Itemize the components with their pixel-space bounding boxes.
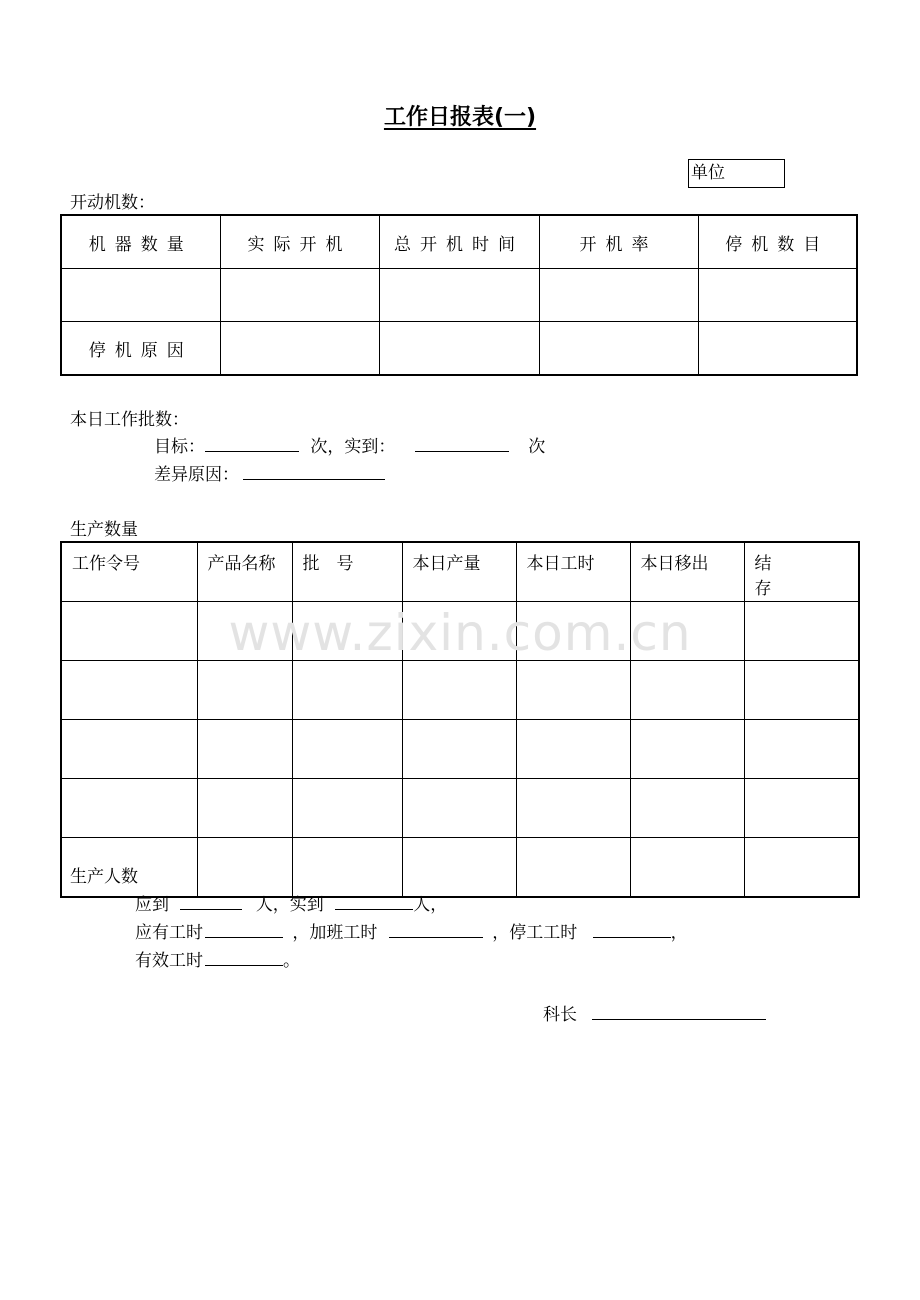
should-hours-label: 应有工时 bbox=[135, 923, 203, 943]
effective-hours-blank[interactable] bbox=[205, 951, 283, 966]
effective-hours-label: 有效工时 bbox=[135, 951, 203, 971]
table-cell[interactable] bbox=[61, 779, 197, 838]
header-stopped-count: 停机数目 bbox=[698, 215, 857, 269]
chief-signature-blank[interactable] bbox=[592, 1005, 766, 1020]
chief-label: 科长 bbox=[543, 1005, 577, 1025]
table-cell[interactable] bbox=[744, 661, 859, 720]
unit-field[interactable]: 单位 bbox=[688, 159, 785, 188]
table-cell[interactable] bbox=[61, 661, 197, 720]
stop-reason-row bbox=[61, 322, 857, 376]
table-cell[interactable] bbox=[197, 838, 292, 898]
table-cell[interactable] bbox=[61, 720, 197, 779]
stop-hours-label: ，停工工时 bbox=[492, 923, 578, 943]
table-cell[interactable] bbox=[630, 779, 744, 838]
table-cell[interactable] bbox=[516, 661, 630, 720]
comma-label: ， bbox=[670, 923, 688, 943]
table-cell[interactable] bbox=[292, 661, 402, 720]
table-cell[interactable] bbox=[197, 661, 292, 720]
table-cell[interactable] bbox=[539, 322, 698, 376]
staff-section-label: 生产人数 bbox=[70, 867, 138, 887]
target-label: 目标： bbox=[154, 437, 205, 457]
person-unit-label: 人，实到 bbox=[255, 895, 324, 915]
table-cell[interactable] bbox=[402, 661, 516, 720]
header-batch-no: 批 号 bbox=[292, 542, 402, 602]
table-cell[interactable] bbox=[516, 720, 630, 779]
table-row bbox=[61, 661, 859, 720]
times-unit-2: 次 bbox=[528, 437, 546, 457]
effective-hours-line bbox=[135, 951, 300, 971]
table-cell[interactable] bbox=[744, 838, 859, 898]
batches-target-line bbox=[154, 437, 545, 457]
table-cell[interactable] bbox=[539, 269, 698, 322]
production-section-label: 生产数量 bbox=[70, 520, 138, 540]
person-end-label: 人， bbox=[413, 895, 448, 915]
machines-section-label: 开动机数： bbox=[70, 193, 155, 213]
header-machine-count: 机器数量 bbox=[61, 215, 220, 269]
actual-blank[interactable] bbox=[415, 437, 509, 452]
table-cell[interactable] bbox=[402, 779, 516, 838]
header-total-run-time: 总开机时间 bbox=[379, 215, 539, 269]
period-label: 。 bbox=[283, 951, 300, 971]
table-cell[interactable] bbox=[698, 269, 857, 322]
table-cell[interactable] bbox=[744, 779, 859, 838]
target-blank[interactable] bbox=[205, 437, 299, 452]
diff-reason-label: 差异原因： bbox=[154, 465, 239, 485]
staff-attendance-line bbox=[135, 895, 447, 915]
batches-section-label: 本日工作批数： bbox=[70, 410, 189, 430]
table-cell[interactable] bbox=[61, 269, 220, 322]
production-header-row bbox=[61, 542, 859, 602]
header-actual-running: 实际开机 bbox=[220, 215, 379, 269]
table-cell[interactable] bbox=[402, 720, 516, 779]
staff-hours-line bbox=[135, 923, 688, 943]
production-table bbox=[60, 541, 860, 898]
actual-attend-blank[interactable] bbox=[335, 895, 413, 910]
header-daily-output: 本日产量 bbox=[402, 542, 516, 602]
table-cell[interactable] bbox=[516, 779, 630, 838]
header-daily-moved-out: 本日移出 bbox=[630, 542, 744, 602]
table-cell[interactable] bbox=[630, 661, 744, 720]
machines-header-row bbox=[61, 215, 857, 269]
signature-line bbox=[543, 1005, 766, 1025]
actual-label: ，实到： bbox=[327, 437, 396, 457]
diff-reason-blank[interactable] bbox=[243, 465, 385, 480]
table-cell[interactable] bbox=[292, 720, 402, 779]
should-attend-label: 应到 bbox=[135, 895, 169, 915]
stop-reason-label: 停机原因 bbox=[61, 322, 220, 376]
machines-input-row bbox=[61, 269, 857, 322]
should-attend-blank[interactable] bbox=[180, 895, 242, 910]
table-cell[interactable] bbox=[220, 269, 379, 322]
page-title: 工作日报表(一) bbox=[383, 105, 537, 130]
table-cell[interactable] bbox=[516, 838, 630, 898]
table-cell[interactable] bbox=[402, 838, 516, 898]
table-cell[interactable] bbox=[197, 779, 292, 838]
table-cell[interactable] bbox=[630, 720, 744, 779]
overtime-label: ，加班工时 bbox=[292, 923, 378, 943]
should-hours-blank[interactable] bbox=[205, 923, 283, 938]
overtime-blank[interactable] bbox=[389, 923, 483, 938]
table-cell[interactable] bbox=[292, 838, 402, 898]
stop-hours-blank[interactable] bbox=[593, 923, 671, 938]
table-cell[interactable] bbox=[698, 322, 857, 376]
watermark: www.zixin.com.cn bbox=[228, 604, 692, 662]
header-work-order: 工作令号 bbox=[61, 542, 197, 602]
table-cell[interactable] bbox=[220, 322, 379, 376]
machines-table bbox=[60, 214, 858, 376]
header-product-name: 产品名称 bbox=[197, 542, 292, 602]
table-cell[interactable] bbox=[630, 838, 744, 898]
header-daily-hours: 本日工时 bbox=[516, 542, 630, 602]
diff-reason-line bbox=[154, 465, 385, 485]
table-cell[interactable] bbox=[197, 720, 292, 779]
table-cell[interactable] bbox=[379, 269, 539, 322]
table-cell[interactable] bbox=[379, 322, 539, 376]
table-row bbox=[61, 779, 859, 838]
header-run-rate: 开机率 bbox=[539, 215, 698, 269]
table-row bbox=[61, 720, 859, 779]
table-cell[interactable] bbox=[744, 720, 859, 779]
table-cell[interactable] bbox=[292, 779, 402, 838]
header-balance: 结存 bbox=[744, 542, 859, 602]
times-unit: 次 bbox=[310, 437, 328, 457]
table-row bbox=[61, 838, 859, 898]
